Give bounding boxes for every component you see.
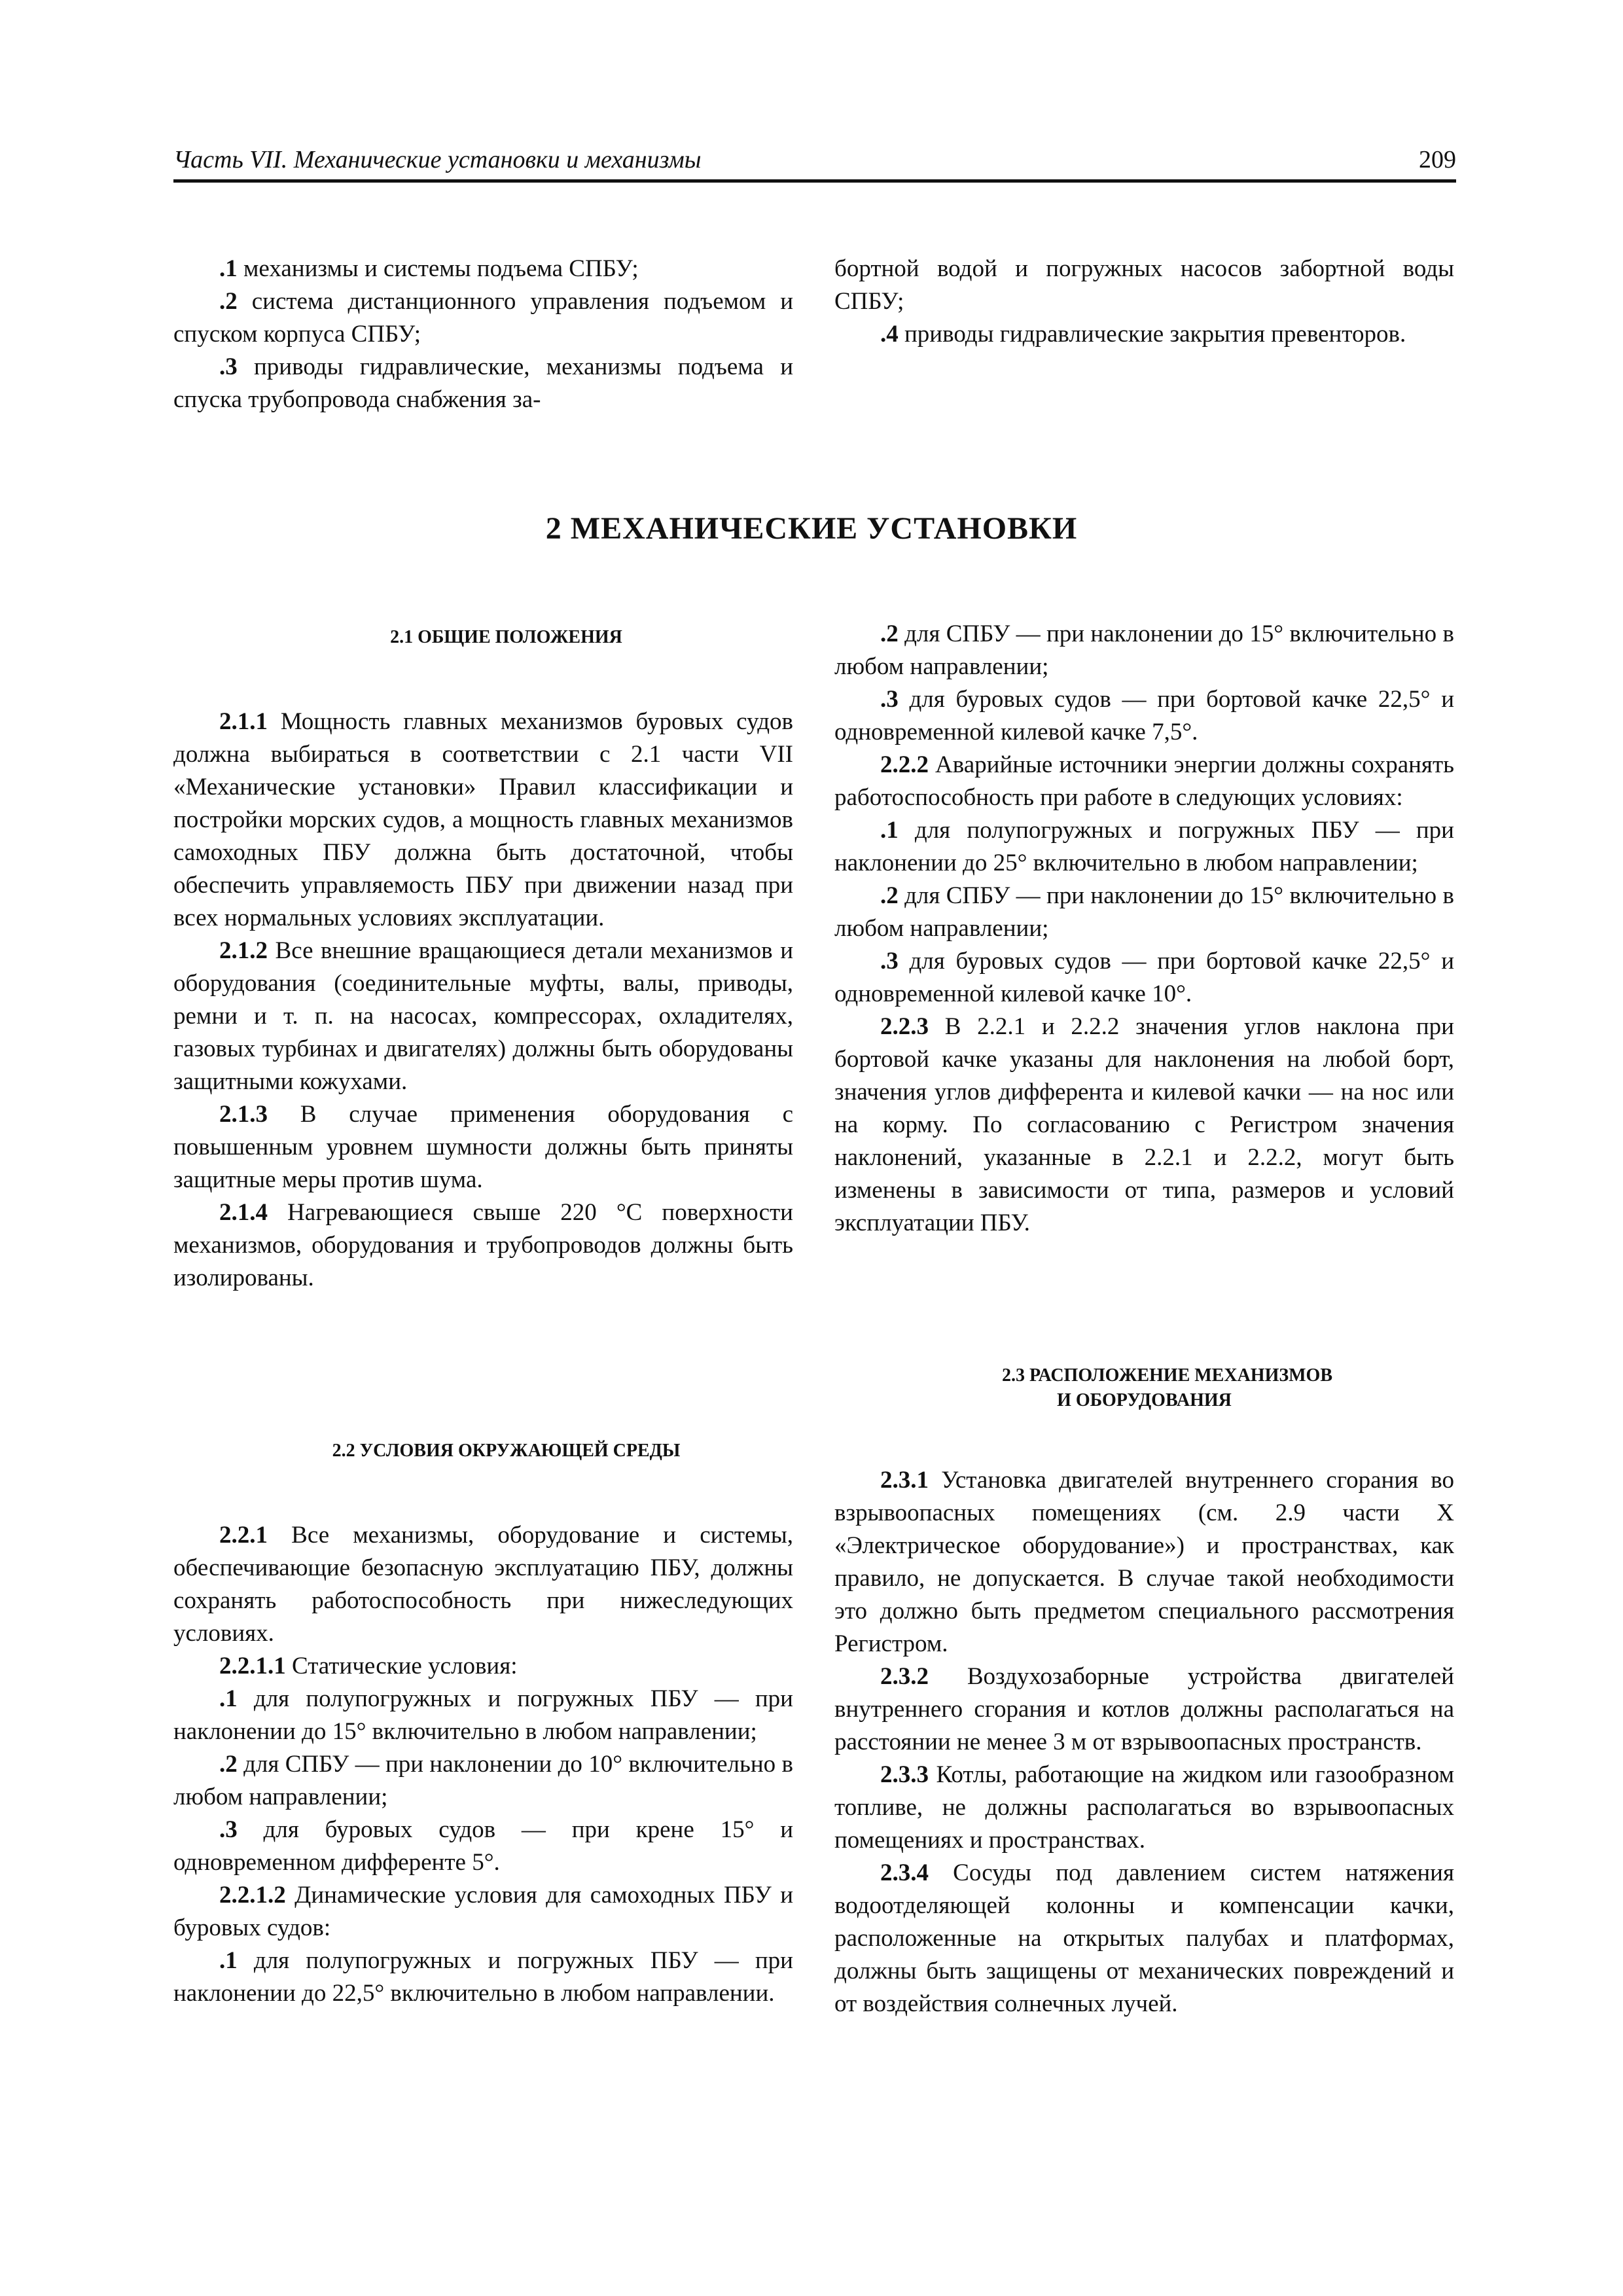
list-item: .2 для СПБУ — при наклонении до 15° включительно в любом направлении; [834, 620, 1454, 680]
list-item: .3 для буровых судов — при крене 15° и одновременном дифференте 5°. [173, 1816, 793, 1876]
left-column [173, 625, 793, 1295]
list-item: .1 механизмы и системы подъема СПБУ; [219, 255, 639, 282]
list-item: .2 для СПБУ — при наклонении до 10° включительно в любом направлении; [173, 1751, 793, 1810]
right-column [834, 618, 1454, 1240]
paragraph-2-3-2: 2.3.2 Воздухозаборные устройства двигателей внутреннего сгорания и котлов должны располагаться на расстоянии не менее 3 м от взрывоопасных пространств. [834, 1663, 1454, 1755]
paragraph-2-2-3: 2.2.3 В 2.2.1 и 2.2.2 значения углов наклона при бортовой качке указаны для наклонения на любой борт, значения углов дифферента и килевой качки — на нос или на корму. По согласованию с Регистром значения наклонений, указанные в 2.2.1 и 2.2.2, могут быть изменены в зависимости от типа, размеров и условий эксплуатации ПБУ. [834, 1013, 1454, 1236]
list-item: .2 система дистанционного управления подъемом и спуском корпуса СПБУ; [173, 288, 793, 348]
list-item: .3 для буровых судов — при бортовой качке 22,5° и одновременной килевой качке 10°. [834, 948, 1454, 1007]
list-item: .4 приводы гидравлические закрытия превенторов. [880, 321, 1406, 348]
paragraph-2-3-4: 2.3.4 Сосуды под давлением систем натяжения водоотделяющей колонны и компенсации качки, расположенные на открытых палубах и платформах, должны быть защищены от механических повреждений и от воздействия солнечных лучей. [834, 1859, 1454, 2017]
list-item: .1 для полупогружных и погружных ПБУ — при наклонении до 22,5° включительно в любом направлении. [173, 1947, 793, 2007]
paragraph-2-2-1: 2.2.1 Все механизмы, оборудование и системы, обеспечивающие безопасную эксплуатацию ПБУ, должны сохранять работоспособность при нижеследующих условиях. [173, 1522, 793, 1647]
paragraph-2-3-1: 2.3.1 Установка двигателей внутреннего сгорания во взрывоопасных помещениях (см. 2.9 части X «Электрическое оборудование») и пространствах, как правило, не допускается. В случае такой необходимости это должно быть предметом специального рассмотрения Регистром. [834, 1467, 1454, 1657]
paragraph-2-2-1-2: 2.2.1.2 Динамические условия для самоходных ПБУ и буровых судов: [173, 1882, 793, 1941]
subsection-title-2-2: 2.2 УСЛОВИЯ ОКРУЖАЮЩЕЙ СРЕДЫ [332, 1441, 681, 1461]
paragraph-2-2-1-1: 2.2.1.1 Статические условия: [219, 1653, 518, 1679]
top-left-column [173, 253, 793, 416]
subsection-title-2-3: 2.3 РАСПОЛОЖЕНИЕ МЕХАНИЗМОВ И ОБОРУДОВАНИЯ [1001, 1365, 1333, 1410]
section-title: 2 МЕХАНИЧЕСКИЕ УСТАНОВКИ [545, 511, 1078, 546]
paragraph-2-1-1: 2.1.1 Мощность главных механизмов буровых судов должна выбираться в соответствии с 2.1 части VII «Механические установки» Правил классификации и постройки морских судов, а мощность главных механизмов самоходных ПБУ должна быть достаточной, чтобы обеспечить управляемость ПБУ при движении назад при всех нормальных условиях эксплуатации. [173, 708, 793, 931]
right-column-lower [834, 1363, 1454, 2020]
subsection-title-2-1: 2.1 ОБЩИЕ ПОЛОЖЕНИЯ [390, 627, 622, 647]
paragraph-2-1-4: 2.1.4 Нагревающиеся свыше 220 °C поверхности механизмов, оборудования и трубопроводов должны быть изолированы. [173, 1199, 793, 1291]
paragraph-2-3-3: 2.3.3 Котлы, работающие на жидком или газообразном топливе, не должны располагаться во взрывоопасных помещениях и пространствах. [834, 1761, 1454, 1854]
left-column-lower [173, 1439, 793, 2010]
list-item: .1 для полупогружных и погружных ПБУ — при наклонении до 15° включительно в любом направлении; [173, 1685, 793, 1745]
list-item: .3 для буровых судов — при бортовой качке 22,5° и одновременной килевой качке 7,5°. [834, 686, 1454, 745]
list-item: .2 для СПБУ — при наклонении до 15° включительно в любом направлении; [834, 882, 1454, 942]
page-number: 209 [1419, 146, 1456, 173]
list-item: .1 для полупогружных и погружных ПБУ — при наклонении до 25° включительно в любом направлении; [834, 817, 1454, 876]
paragraph-2-2-2: 2.2.2 Аварийные источники энергии должны сохранять работоспособность при работе в следующих условиях: [834, 751, 1454, 811]
paragraph-continuation: бортной водой и погружных насосов забортной воды СПБУ; [834, 255, 1454, 315]
paragraph-2-1-3: 2.1.3 В случае применения оборудования с повышенным уровнем шумности должны быть приняты защитные меры против шума. [173, 1101, 793, 1193]
list-item: .3 приводы гидравлические, механизмы подъема и спуска трубопровода снабжения за- [173, 353, 793, 413]
paragraph-2-1-2: 2.1.2 Все внешние вращающиеся детали механизмов и оборудования (соединительные муфты, валы, приводы, ремни и т. п. на насосах, компрессорах, охладителях, газовых турбинах и двигателях) должны быть оборудованы защитными кожухами. [173, 937, 793, 1095]
running-header [173, 143, 1456, 183]
running-title: Часть VII. Механические установки и механизмы [173, 146, 702, 173]
top-right-column [834, 253, 1454, 351]
